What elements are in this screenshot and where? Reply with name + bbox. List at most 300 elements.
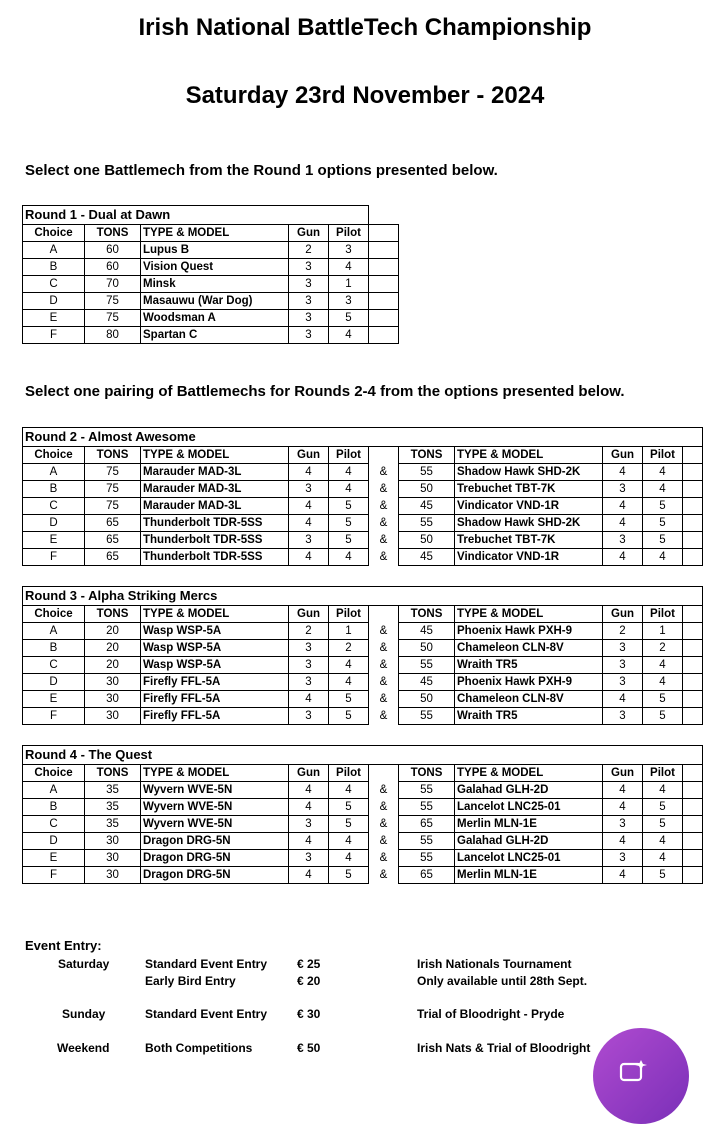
type-cell-2: Merlin MLN-1E <box>455 816 603 833</box>
gun-cell-2: 4 <box>603 498 643 515</box>
type-cell-2: Chameleon CLN-8V <box>455 640 603 657</box>
pilot-cell-2: 5 <box>643 799 683 816</box>
type-cell-2: Vindicator VND-1R <box>455 549 603 566</box>
round2-table <box>22 427 703 566</box>
pilot-cell: 4 <box>329 833 369 850</box>
pairing-ampersand: & <box>369 816 399 833</box>
tons-cell-2: 50 <box>399 481 455 498</box>
type-cell: Thunderbolt TDR-5SS <box>141 532 289 549</box>
type-cell: Dragon DRG-5N <box>141 833 289 850</box>
selection-cell[interactable] <box>369 310 399 327</box>
type-cell: Firefly FFL-5A <box>141 691 289 708</box>
tons-cell-2: 55 <box>399 464 455 481</box>
pilot-cell-2: 5 <box>643 708 683 725</box>
pilot-cell: 5 <box>329 515 369 532</box>
col-type-2: TYPE & MODEL <box>455 765 603 782</box>
selection-cell[interactable] <box>683 850 703 867</box>
type-cell-2: Trebuchet TBT-7K <box>455 532 603 549</box>
type-cell: Thunderbolt TDR-5SS <box>141 549 289 566</box>
type-cell: Masauwu (War Dog) <box>141 293 289 310</box>
sunday-label: Sunday <box>62 1007 106 1021</box>
col-gun: Gun <box>289 225 329 242</box>
round1-instruction: Select one Battlemech from the Round 1 options presented below. <box>25 162 498 179</box>
selection-cell[interactable] <box>683 498 703 515</box>
selection-cell[interactable] <box>683 816 703 833</box>
table-row[interactable] <box>23 691 703 708</box>
gun-cell-2: 4 <box>603 464 643 481</box>
type-cell: Firefly FFL-5A <box>141 708 289 725</box>
selection-cell[interactable] <box>683 606 703 623</box>
tons-cell-2: 65 <box>399 816 455 833</box>
choice-cell: D <box>23 674 85 691</box>
pilot-cell: 4 <box>329 782 369 799</box>
saturday-standard: Standard Event Entry <box>145 957 268 971</box>
saturday-note-2: Only available until 28th Sept. <box>417 974 588 988</box>
choice-cell: C <box>23 498 85 515</box>
choice-cell: E <box>23 691 85 708</box>
tons-cell: 65 <box>85 532 141 549</box>
type-cell: Wasp WSP-5A <box>141 657 289 674</box>
col-type: TYPE & MODEL <box>141 606 289 623</box>
col-type: TYPE & MODEL <box>141 225 289 242</box>
sunday-entry: Standard Event Entry <box>145 1007 268 1021</box>
pilot-cell: 2 <box>329 640 369 657</box>
table-row[interactable] <box>23 276 399 293</box>
col-type-2: TYPE & MODEL <box>455 606 603 623</box>
choice-cell: A <box>23 623 85 640</box>
selection-cell[interactable] <box>683 623 703 640</box>
type-cell: Marauder MAD-3L <box>141 464 289 481</box>
pilot-cell-2: 5 <box>643 515 683 532</box>
selection-cell[interactable] <box>683 657 703 674</box>
tons-cell: 30 <box>85 708 141 725</box>
gun-cell-2: 4 <box>603 867 643 884</box>
type-cell: Firefly FFL-5A <box>141 674 289 691</box>
table-row[interactable] <box>23 532 703 549</box>
type-cell-2: Merlin MLN-1E <box>455 867 603 884</box>
header-row <box>23 606 703 623</box>
col-tons: TONS <box>85 606 141 623</box>
tons-cell: 35 <box>85 799 141 816</box>
tons-cell: 60 <box>85 259 141 276</box>
pairing-ampersand: & <box>369 464 399 481</box>
pilot-cell: 5 <box>329 799 369 816</box>
col-choice: Choice <box>23 447 85 464</box>
pilot-cell: 4 <box>329 327 369 344</box>
gun-cell: 4 <box>289 833 329 850</box>
type-cell-2: Vindicator VND-1R <box>455 498 603 515</box>
tons-cell-2: 45 <box>399 549 455 566</box>
pilot-cell: 5 <box>329 691 369 708</box>
pilot-cell-2: 4 <box>643 481 683 498</box>
pairing-ampersand: & <box>369 549 399 566</box>
gun-cell: 3 <box>289 481 329 498</box>
selection-cell[interactable] <box>683 833 703 850</box>
tons-cell-2: 55 <box>399 782 455 799</box>
tons-cell: 20 <box>85 657 141 674</box>
type-cell: Spartan C <box>141 327 289 344</box>
type-cell: Wasp WSP-5A <box>141 640 289 657</box>
tons-cell-2: 55 <box>399 799 455 816</box>
tons-cell-2: 55 <box>399 515 455 532</box>
pilot-cell: 4 <box>329 674 369 691</box>
col-tons-2: TONS <box>399 447 455 464</box>
col-pilot-2: Pilot <box>643 447 683 464</box>
col-tons: TONS <box>85 447 141 464</box>
table-row[interactable] <box>23 657 703 674</box>
weekend-note: Irish Nats & Trial of Bloodright <box>417 1041 591 1055</box>
pilot-cell-2: 4 <box>643 657 683 674</box>
choice-cell: E <box>23 850 85 867</box>
pairing-ampersand: & <box>369 623 399 640</box>
saturday-early-price: € 20 <box>297 974 321 988</box>
pairing-ampersand: & <box>369 532 399 549</box>
table-row[interactable] <box>23 850 703 867</box>
pairing-ampersand: & <box>369 833 399 850</box>
selection-cell[interactable] <box>683 691 703 708</box>
tons-cell: 30 <box>85 833 141 850</box>
table-row[interactable] <box>23 799 703 816</box>
pilot-cell-2: 5 <box>643 816 683 833</box>
gun-cell-2: 3 <box>603 674 643 691</box>
table-row[interactable] <box>23 816 703 833</box>
tons-cell: 30 <box>85 674 141 691</box>
type-cell-2: Phoenix Hawk PXH-9 <box>455 623 603 640</box>
saturday-early: Early Bird Entry <box>145 974 236 988</box>
sunday-note: Trial of Bloodright - Pryde <box>417 1007 565 1021</box>
type-cell-2: Lancelot LNC25-01 <box>455 850 603 867</box>
pilot-cell: 3 <box>329 242 369 259</box>
pilot-cell: 5 <box>329 708 369 725</box>
col-pilot: Pilot <box>329 765 369 782</box>
gun-cell: 3 <box>289 708 329 725</box>
round4-table <box>22 745 703 884</box>
gun-cell: 4 <box>289 498 329 515</box>
type-cell: Wyvern WVE-5N <box>141 816 289 833</box>
round3-table <box>22 586 703 725</box>
gun-cell-2: 4 <box>603 691 643 708</box>
pilot-cell-2: 5 <box>643 867 683 884</box>
type-cell: Dragon DRG-5N <box>141 850 289 867</box>
tons-cell: 35 <box>85 816 141 833</box>
type-cell: Wyvern WVE-5N <box>141 799 289 816</box>
selection-cell[interactable] <box>683 765 703 782</box>
col-gun: Gun <box>289 447 329 464</box>
spacer-cell <box>369 765 399 782</box>
choice-cell: B <box>23 640 85 657</box>
table-row[interactable] <box>23 498 703 515</box>
selection-cell[interactable] <box>683 674 703 691</box>
tons-cell-2: 50 <box>399 691 455 708</box>
tons-cell: 65 <box>85 549 141 566</box>
type-cell: Woodsman A <box>141 310 289 327</box>
col-choice: Choice <box>23 225 85 242</box>
selection-cell[interactable] <box>683 640 703 657</box>
gun-cell: 4 <box>289 515 329 532</box>
gun-cell: 4 <box>289 782 329 799</box>
selection-cell[interactable] <box>683 799 703 816</box>
col-type: TYPE & MODEL <box>141 765 289 782</box>
tons-cell: 75 <box>85 481 141 498</box>
round2-title: Round 2 - Almost Awesome <box>23 428 703 447</box>
pairing-ampersand: & <box>369 799 399 816</box>
gun-cell: 3 <box>289 816 329 833</box>
col-type-2: TYPE & MODEL <box>455 447 603 464</box>
col-gun-2: Gun <box>603 447 643 464</box>
table-row[interactable] <box>23 242 399 259</box>
choice-cell: D <box>23 833 85 850</box>
round3-title: Round 3 - Alpha Striking Mercs <box>23 587 703 606</box>
header-row <box>23 447 703 464</box>
pilot-cell-2: 4 <box>643 850 683 867</box>
pairing-ampersand: & <box>369 867 399 884</box>
type-cell-2: Shadow Hawk SHD-2K <box>455 464 603 481</box>
pilot-cell: 1 <box>329 276 369 293</box>
pilot-cell-2: 2 <box>643 640 683 657</box>
pairing-ampersand: & <box>369 481 399 498</box>
choice-cell: A <box>23 242 85 259</box>
table-row[interactable] <box>23 623 703 640</box>
type-cell: Wasp WSP-5A <box>141 623 289 640</box>
pilot-cell-2: 5 <box>643 498 683 515</box>
type-cell-2: Chameleon CLN-8V <box>455 691 603 708</box>
pilot-cell: 1 <box>329 623 369 640</box>
header-row <box>23 765 703 782</box>
choice-cell: D <box>23 293 85 310</box>
col-type: TYPE & MODEL <box>141 447 289 464</box>
spacer-cell <box>369 447 399 464</box>
gun-cell: 3 <box>289 640 329 657</box>
tons-cell: 60 <box>85 242 141 259</box>
pairing-ampersand: & <box>369 640 399 657</box>
table-row[interactable] <box>23 782 703 799</box>
type-cell: Minsk <box>141 276 289 293</box>
selection-cell[interactable] <box>683 481 703 498</box>
type-cell-2: Galahad GLH-2D <box>455 833 603 850</box>
choice-cell: E <box>23 532 85 549</box>
selection-cell[interactable] <box>683 782 703 799</box>
gun-cell: 3 <box>289 532 329 549</box>
tons-cell-2: 55 <box>399 833 455 850</box>
table-row[interactable] <box>23 708 703 725</box>
tons-cell: 80 <box>85 327 141 344</box>
pilot-cell-2: 4 <box>643 782 683 799</box>
choice-cell: D <box>23 515 85 532</box>
selection-cell[interactable] <box>683 708 703 725</box>
pilot-cell-2: 1 <box>643 623 683 640</box>
tons-cell: 30 <box>85 867 141 884</box>
pairing-ampersand: & <box>369 691 399 708</box>
saturday-note-1: Irish Nationals Tournament <box>417 957 572 971</box>
tons-cell-2: 45 <box>399 498 455 515</box>
type-cell: Lupus B <box>141 242 289 259</box>
pilot-cell: 4 <box>329 464 369 481</box>
col-pilot: Pilot <box>329 225 369 242</box>
choice-cell: E <box>23 310 85 327</box>
choice-cell: C <box>23 816 85 833</box>
type-cell-2: Galahad GLH-2D <box>455 782 603 799</box>
col-pilot: Pilot <box>329 447 369 464</box>
saturday-standard-price: € 25 <box>297 957 321 971</box>
selection-cell[interactable] <box>683 867 703 884</box>
gun-cell: 4 <box>289 691 329 708</box>
pairing-ampersand: & <box>369 782 399 799</box>
gun-cell: 3 <box>289 293 329 310</box>
pairing-ampersand: & <box>369 657 399 674</box>
gun-cell: 3 <box>289 310 329 327</box>
pairing-ampersand: & <box>369 515 399 532</box>
choice-cell: F <box>23 549 85 566</box>
pilot-cell: 3 <box>329 293 369 310</box>
choice-cell: A <box>23 464 85 481</box>
type-cell: Vision Quest <box>141 259 289 276</box>
selection-cell[interactable] <box>683 447 703 464</box>
selection-cell[interactable] <box>369 293 399 310</box>
pilot-cell-2: 5 <box>643 691 683 708</box>
pairing-ampersand: & <box>369 498 399 515</box>
selection-cell[interactable] <box>683 464 703 481</box>
type-cell-2: Wraith TR5 <box>455 657 603 674</box>
tons-cell-2: 50 <box>399 532 455 549</box>
gun-cell-2: 2 <box>603 623 643 640</box>
col-gun-2: Gun <box>603 606 643 623</box>
table-row[interactable] <box>23 674 703 691</box>
table-row[interactable] <box>23 464 703 481</box>
table-row[interactable] <box>23 310 399 327</box>
tons-cell: 30 <box>85 850 141 867</box>
table-row[interactable] <box>23 549 703 566</box>
rounds-instruction: Select one pairing of Battlemechs for Rounds 2-4 from the options presented below. <box>25 383 625 400</box>
weekend-price: € 50 <box>297 1041 321 1055</box>
round1-title: Round 1 - Dual at Dawn <box>23 206 369 225</box>
type-cell: Wyvern WVE-5N <box>141 782 289 799</box>
type-cell-2: Phoenix Hawk PXH-9 <box>455 674 603 691</box>
tons-cell-2: 55 <box>399 708 455 725</box>
tons-cell: 75 <box>85 293 141 310</box>
weekend-label: Weekend <box>57 1041 110 1055</box>
gun-cell-2: 3 <box>603 657 643 674</box>
selection-cell[interactable] <box>683 532 703 549</box>
saturday-label: Saturday <box>58 957 110 971</box>
tons-cell-2: 45 <box>399 623 455 640</box>
pilot-cell: 5 <box>329 867 369 884</box>
col-choice: Choice <box>23 606 85 623</box>
gun-cell-2: 4 <box>603 799 643 816</box>
col-tons-2: TONS <box>399 606 455 623</box>
gun-cell: 4 <box>289 867 329 884</box>
tons-cell-2: 65 <box>399 867 455 884</box>
gun-cell-2: 4 <box>603 549 643 566</box>
tons-cell: 30 <box>85 691 141 708</box>
pairing-ampersand: & <box>369 850 399 867</box>
page-title: Irish National BattleTech Championship <box>138 14 592 41</box>
gun-cell-2: 4 <box>603 515 643 532</box>
tons-cell: 75 <box>85 310 141 327</box>
tons-cell: 70 <box>85 276 141 293</box>
selection-cell[interactable] <box>683 549 703 566</box>
weekend-entry: Both Competitions <box>145 1041 253 1055</box>
gun-cell: 3 <box>289 674 329 691</box>
choice-cell: F <box>23 327 85 344</box>
gun-cell: 3 <box>289 657 329 674</box>
selection-cell[interactable] <box>683 515 703 532</box>
event-date: Saturday 23rd November - 2024 <box>185 82 545 109</box>
table-row[interactable] <box>23 293 399 310</box>
tons-cell-2: 55 <box>399 657 455 674</box>
gun-cell-2: 4 <box>603 833 643 850</box>
pilot-cell: 4 <box>329 481 369 498</box>
pilot-cell: 5 <box>329 532 369 549</box>
gun-cell-2: 3 <box>603 816 643 833</box>
magic-edit-button[interactable] <box>593 1028 689 1124</box>
tons-cell: 20 <box>85 623 141 640</box>
table-row[interactable] <box>23 259 399 276</box>
selection-cell[interactable] <box>369 259 399 276</box>
choice-cell: F <box>23 708 85 725</box>
table-row[interactable] <box>23 833 703 850</box>
gun-cell-2: 3 <box>603 481 643 498</box>
gun-cell: 2 <box>289 242 329 259</box>
tons-cell: 75 <box>85 464 141 481</box>
gun-cell: 3 <box>289 276 329 293</box>
choice-cell: C <box>23 657 85 674</box>
gun-cell: 4 <box>289 464 329 481</box>
table-row[interactable] <box>23 515 703 532</box>
table-row[interactable] <box>23 867 703 884</box>
choice-cell: A <box>23 782 85 799</box>
table-row[interactable] <box>23 327 399 344</box>
pilot-cell-2: 5 <box>643 532 683 549</box>
type-cell-2: Trebuchet TBT-7K <box>455 481 603 498</box>
gun-cell-2: 3 <box>603 850 643 867</box>
pilot-cell: 4 <box>329 259 369 276</box>
gun-cell-2: 3 <box>603 640 643 657</box>
selection-cell[interactable] <box>369 276 399 293</box>
tons-cell: 75 <box>85 498 141 515</box>
tons-cell: 65 <box>85 515 141 532</box>
pilot-cell-2: 4 <box>643 674 683 691</box>
col-gun-2: Gun <box>603 765 643 782</box>
pilot-cell-2: 4 <box>643 464 683 481</box>
tons-cell: 20 <box>85 640 141 657</box>
table-row[interactable] <box>23 481 703 498</box>
col-tons: TONS <box>85 225 141 242</box>
sunday-price: € 30 <box>297 1007 321 1021</box>
selection-cell[interactable] <box>369 242 399 259</box>
gun-cell: 3 <box>289 259 329 276</box>
gun-cell: 3 <box>289 850 329 867</box>
choice-cell: B <box>23 481 85 498</box>
pilot-cell-2: 4 <box>643 833 683 850</box>
tons-cell-2: 45 <box>399 674 455 691</box>
gun-cell: 3 <box>289 327 329 344</box>
spacer-cell <box>369 606 399 623</box>
type-cell-2: Lancelot LNC25-01 <box>455 799 603 816</box>
choice-cell: B <box>23 259 85 276</box>
selection-cell[interactable] <box>369 327 399 344</box>
gun-cell-2: 3 <box>603 708 643 725</box>
type-cell: Marauder MAD-3L <box>141 498 289 515</box>
col-choice: Choice <box>23 765 85 782</box>
type-cell: Dragon DRG-5N <box>141 867 289 884</box>
col-tons: TONS <box>85 765 141 782</box>
selection-cell[interactable] <box>369 225 399 242</box>
pilot-cell: 5 <box>329 498 369 515</box>
col-tons-2: TONS <box>399 765 455 782</box>
round4-title: Round 4 - The Quest <box>23 746 703 765</box>
table-row[interactable] <box>23 640 703 657</box>
type-cell: Thunderbolt TDR-5SS <box>141 515 289 532</box>
